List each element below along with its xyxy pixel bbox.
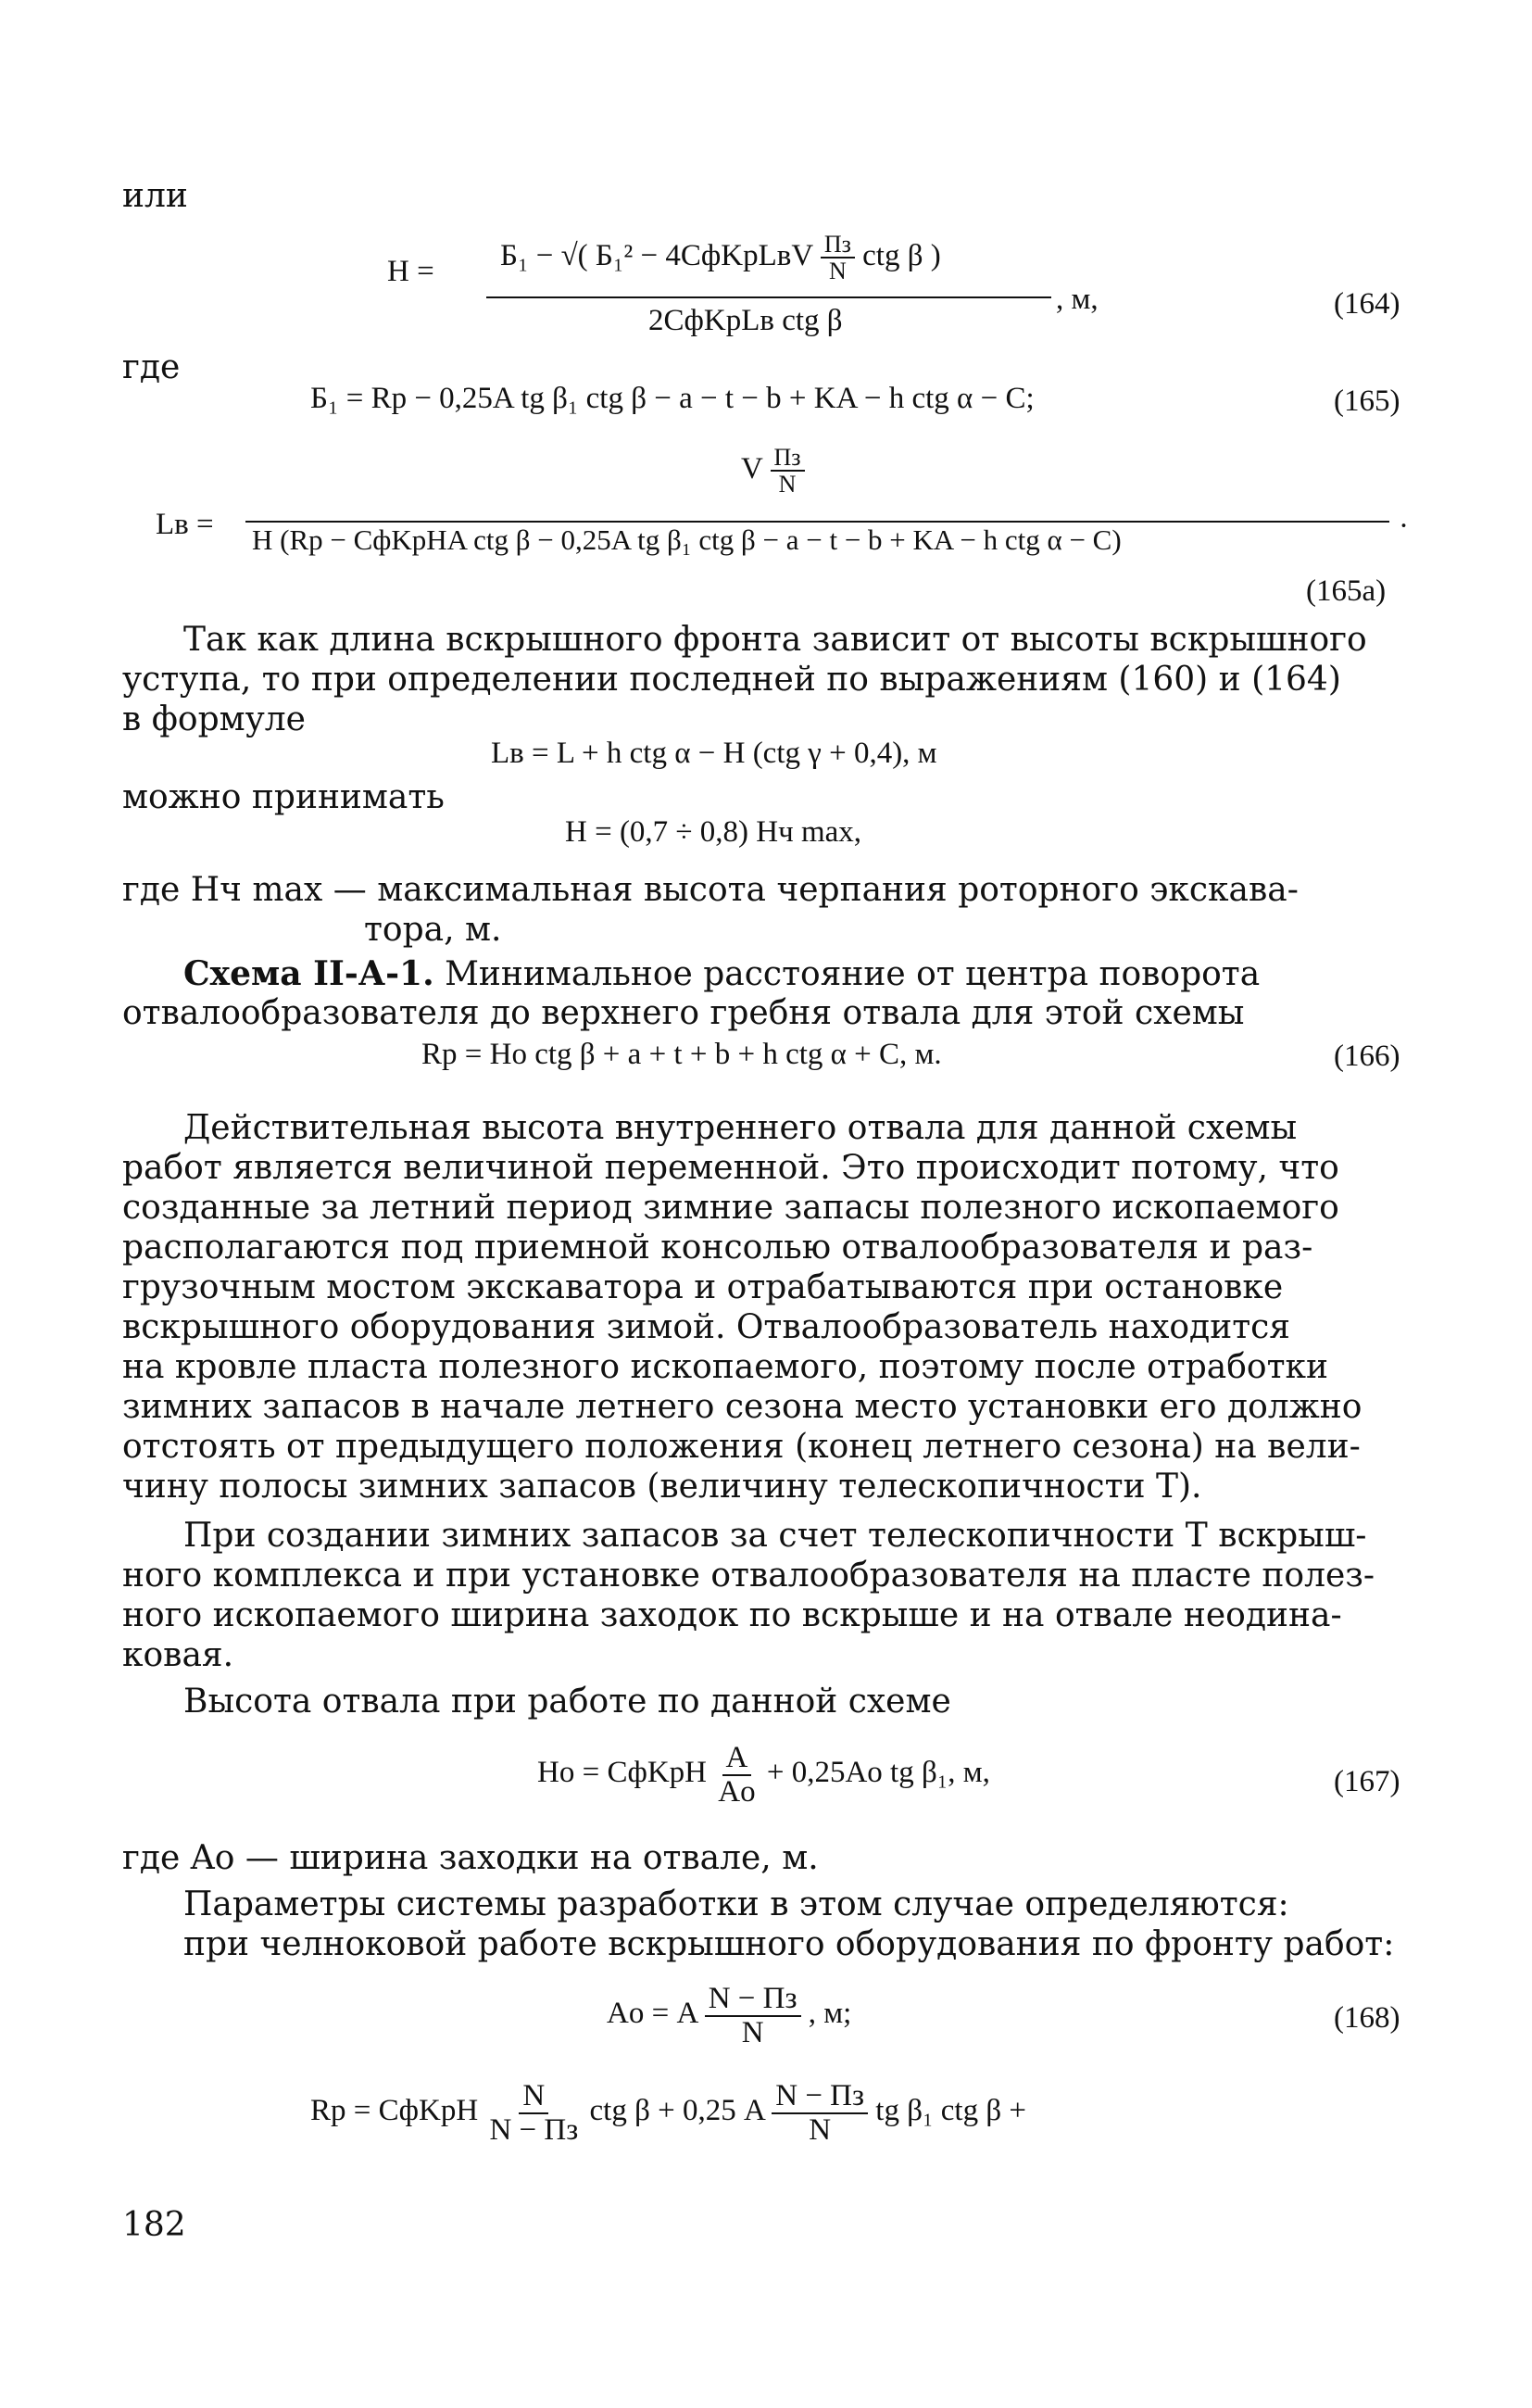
para2-line4: располагаются под приемной консолью отвалообразователя и раз-: [122, 1229, 1313, 1267]
eq166-number: (166): [1334, 1040, 1400, 1073]
eq165a-lhs: Lв =: [156, 508, 214, 541]
para2-line6: вскрышного оборудования зимой. Отвалообразователь находится: [122, 1308, 1291, 1346]
eq165a-number: (165a): [1306, 574, 1387, 608]
equation-164: [387, 255, 434, 289]
eq164-inner-fraction: $\frac{Пз}{N}$: [821, 232, 855, 284]
para2-line3: созданные за летний период зимние запасы полезного ископаемого: [122, 1189, 1339, 1227]
eq-last-fraction-1: $\frac{N}{N - Пз}$: [489, 2079, 579, 2147]
word-ili: или: [122, 177, 188, 215]
para2-line5: грузочным мостом экскаватора и отрабатываются при остановке: [122, 1268, 1284, 1306]
para3-line2: ного комплекса и при установке отвалообразователя на пласте полез-: [122, 1557, 1375, 1595]
where-a0-line: где Aо — ширина заходки на отвале, м.: [122, 1839, 819, 1877]
page-number: 182: [122, 2206, 186, 2244]
equation-166: Rр = Hо ctg β + a + t + b + h ctg α + C, м.: [421, 1038, 942, 1071]
eq165a-denominator: H (Rр − CфKрHA ctg β − 0,25A tg β₁ ctg β − a − t − b + KA − h ctg α − C): [252, 523, 1122, 556]
can-take-line: можно принимать: [122, 778, 445, 816]
para2-line10: чину полосы зимних запасов (величину телескопичности T).: [122, 1468, 1202, 1506]
word-gde-1: где: [122, 348, 181, 386]
eq164-unit: , м,: [1056, 283, 1099, 316]
para2-line9: отстоять от предыдущего положения (конец летнего сезона) на вели-: [122, 1428, 1361, 1466]
para2-line2: работ является величиной переменной. Это происходит потому, что: [122, 1149, 1339, 1187]
para2-line1: Действительная высота внутреннего отвала для данной схемы: [183, 1109, 1298, 1147]
para2-line8: зимних запасов в начале летнего сезона место установки его должно: [122, 1388, 1362, 1426]
eq164-lhs: H =: [387, 255, 434, 288]
para4-line: Высота отвала при работе по данной схеме: [183, 1683, 951, 1721]
para3-line1: При создании зимних запасов за счет телескопичности T вскрыш-: [183, 1517, 1367, 1555]
equation-165: Б₁ = Rр − 0,25A tg β₁ ctg β − a − t − b + KA − h ctg α − C;: [310, 382, 1035, 415]
where-h-line1: где Hч max — максимальная высота черпания роторного экскава-: [122, 871, 1299, 909]
equation-167: Hо = CфKрH $\frac{A}{Aо}$ + 0,25Aо tg β₁, м,: [537, 1741, 990, 1809]
scheme-title: Схема II-А-1.: [183, 954, 434, 993]
where-h-line2: тора, м.: [364, 911, 502, 949]
eq164-numerator: Б₁ − √( Б₁² − 4CфKрLвV $\frac{Пз}{N}$ ctg β ): [500, 231, 941, 285]
para1-line1: Так как длина вскрышного фронта зависит от высоты вскрышного: [183, 621, 1367, 659]
para1-line3: в формуле: [122, 700, 306, 738]
para3-line4: ковая.: [122, 1636, 234, 1674]
eq168-number: (168): [1334, 2001, 1400, 2035]
para5-line1: Параметры системы разработки в этом случае определяются:: [183, 1885, 1289, 1923]
eq164-number: (164): [1334, 287, 1400, 321]
eq164-denominator: 2CфKрLв ctg β: [648, 304, 843, 337]
para5-line2: при челноковой работе вскрышного оборудования по фронту работ:: [183, 1925, 1395, 1963]
para1-line2: уступа, то при определении последней по выражениям (160) и (164): [122, 661, 1341, 699]
eq165a-fraction-bar: [245, 521, 1389, 523]
eq165-number: (165): [1334, 385, 1400, 418]
equation-rp-shuttle: Rр = CфKрH $\frac{N}{N - Пз}$ ctg β + 0,25 A $\frac{N - Пз}{N}$ tg β₁ ctg β +: [310, 2079, 1026, 2147]
equation-lv: Lв = L + h ctg α − H (ctg γ + 0,4), м: [491, 737, 937, 770]
eq164-fraction-bar: [486, 296, 1051, 298]
equation-168: Aо = A $\frac{N - Пз}{N}$ , м;: [607, 1982, 852, 2049]
para2-line7: на кровле пласта полезного ископаемого, поэтому после отработки: [122, 1348, 1328, 1386]
eq165a-numerator: V $\frac{Пз}{N}$: [741, 445, 805, 498]
eq-last-fraction-2: $\frac{N - Пз}{N}$: [772, 2080, 868, 2146]
eq165a-inner-fraction: $\frac{Пз}{N}$: [771, 445, 805, 498]
eq167-number: (167): [1334, 1765, 1400, 1798]
para3-line3: ного ископаемого ширина заходок по вскрыше и на отвале неодина-: [122, 1596, 1342, 1634]
eq168-fraction: $\frac{N - Пз}{N}$: [705, 1983, 801, 2049]
eq167-fraction: $\frac{A}{Aо}$: [718, 1741, 756, 1809]
scheme-line2: отвалообразователя до верхнего гребня отвала для этой схемы: [122, 994, 1245, 1032]
scheme-line1: Схема II-А-1. Минимальное расстояние от центра поворота: [183, 954, 1261, 993]
equation-h: H = (0,7 ÷ 0,8) Hч max,: [565, 815, 862, 849]
eq165a-dot: ·: [1399, 510, 1409, 543]
